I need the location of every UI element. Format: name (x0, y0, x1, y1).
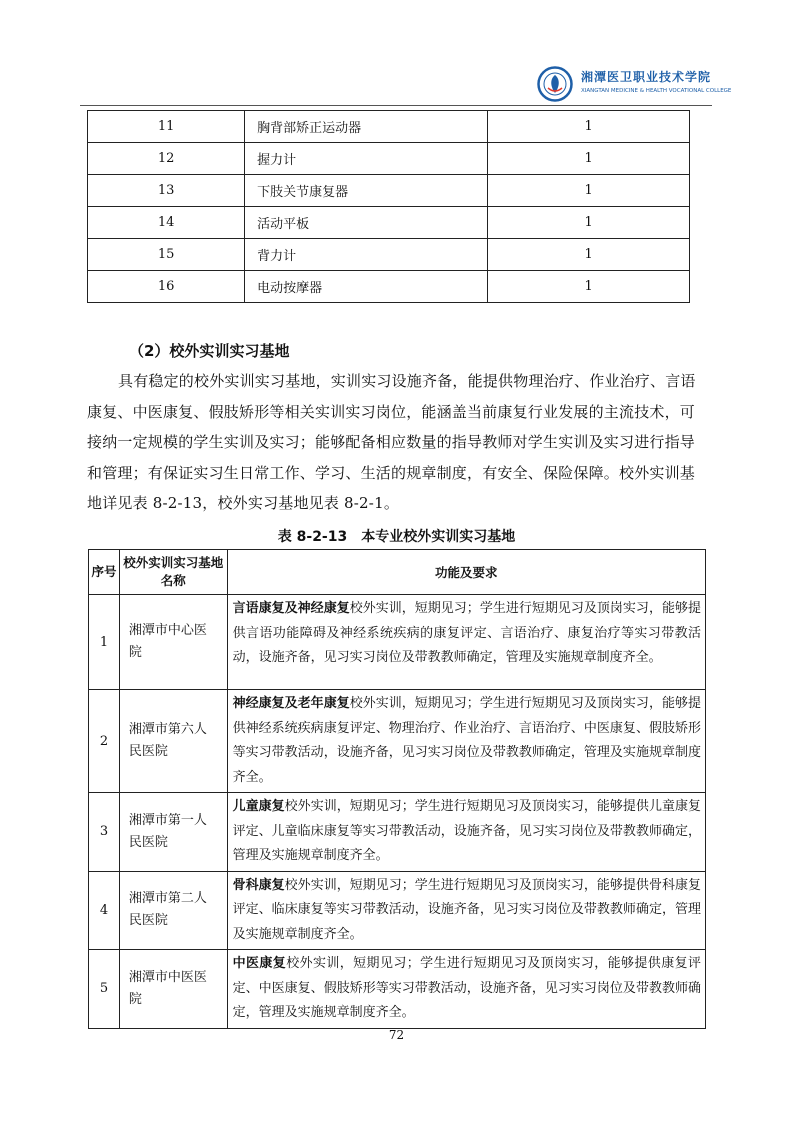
function-description: 校外实训，短期见习；学生进行短期见习及顶岗实习，能够提供儿童康复评定、儿童临床康复等实习带教活动，设施齐备，见习实习岗位及带教教师确定，管理及实施规章制度齐全。 (232, 799, 701, 863)
equipment-name: 握力计 (245, 143, 488, 175)
equipment-table-body (88, 111, 690, 303)
table-row (88, 271, 690, 303)
equipment-name: 胸背部矫正运动器 (245, 111, 488, 143)
page-number: 72 (388, 1028, 405, 1042)
table-row (89, 690, 706, 793)
row-number: 13 (88, 175, 245, 207)
table-row (88, 239, 690, 271)
table-row (88, 143, 690, 175)
table-row (88, 111, 690, 143)
function-keyword: 儿童康复 (232, 799, 285, 814)
header-divider (80, 105, 712, 106)
table-row (89, 595, 706, 690)
equipment-name: 下肢关节康复器 (245, 175, 488, 207)
table-row (88, 175, 690, 207)
equipment-name: 活动平板 (245, 207, 488, 239)
function-keyword: 言语康复及神经康复 (232, 601, 350, 616)
practice-base-table-body (89, 595, 706, 1029)
base-name: 湘潭市第二人民医院 (119, 871, 227, 950)
function-description: 校外实训，短期见习；学生进行短期见习及顶岗实习，能够提供言语功能障碍及神经系统疾病的康复评定、言语治疗、康复治疗等实习带教活动，设施齐备，见习实习岗位及带教教师确定，管理及实施规章制度齐全。 (232, 601, 701, 665)
table-header-row (89, 550, 706, 595)
function-keyword: 中医康复 (232, 956, 287, 971)
college-logo (537, 66, 777, 106)
function-cell (227, 871, 705, 950)
page-header (0, 0, 793, 108)
serial-number: 4 (89, 871, 120, 950)
base-name: 湘潭市第一人民医院 (119, 793, 227, 872)
equipment-name: 背力计 (245, 239, 488, 271)
function-cell (227, 793, 705, 872)
practice-base-table (88, 549, 706, 1029)
base-name: 湘潭市中心医院 (119, 595, 227, 690)
row-number: 15 (88, 239, 245, 271)
table-caption: 表 8-2-13 本专业校外实训实习基地 (277, 529, 516, 545)
table-row (88, 207, 690, 239)
base-name: 湘潭市第六人民医院 (119, 690, 227, 793)
function-description: 校外实训，短期见习；学生进行短期见习及顶岗实习，能够提供康复评定、中医康复、假肢矫形等实习带教活动，设施齐备，见习实习岗位及带教教师确定，管理及实施规章制度齐全。 (232, 956, 701, 1020)
header-base-name: 校外实训实习基地名称 (119, 550, 227, 595)
serial-number: 2 (89, 690, 120, 793)
row-number: 11 (88, 111, 245, 143)
table-row (89, 950, 706, 1029)
section-title: （2）校外实训实习基地 (129, 342, 290, 360)
function-cell (227, 950, 705, 1029)
serial-number: 1 (89, 595, 120, 690)
row-number: 14 (88, 207, 245, 239)
section-paragraph: 具有稳定的校外实训实习基地，实训实习设施齐备，能提供物理治疗、作业治疗、言语康复、中医康复、假肢矫形等相关实训实习岗位，能涵盖当前康复行业发展的主流技术，可接纳一定规模的学生实训及实习；能够配备相应数量的指导教师对学生实训及实习进行指导和管理；有保证实习生日常工作、学习、生活的规章制度，有安全、保险保障。校外实训基地详见表 8-2-13，校外实习基地见表 8-2-1。 (87, 372, 696, 512)
equipment-quantity: 1 (488, 207, 690, 239)
function-keyword: 骨科康复 (232, 877, 285, 893)
college-emblem-icon (537, 66, 573, 102)
serial-number: 5 (89, 950, 120, 1029)
college-name-en: XIANGTAN MEDICINE & HEALTH VOCATIONAL COLLEGE (581, 88, 732, 94)
header-function: 功能及要求 (227, 550, 705, 595)
equipment-quantity: 1 (488, 143, 690, 175)
function-cell (227, 595, 705, 690)
row-number: 12 (88, 143, 245, 175)
serial-number: 3 (89, 793, 120, 872)
function-cell (227, 690, 705, 793)
equipment-quantity: 1 (488, 175, 690, 207)
function-keyword: 神经康复及老年康复 (232, 696, 350, 711)
equipment-quantity: 1 (488, 111, 690, 143)
function-description: 校外实训，短期见习；学生进行短期见习及顶岗实习，能够提供神经系统疾病康复评定、物理治疗、作业治疗、言语治疗、中医康复、假肢矫形等实习带教活动，设施齐备，见习实习岗位及带教教师确定，管理及实施规章制度齐全。 (232, 696, 701, 785)
equipment-table (87, 110, 690, 303)
header-serial: 序号 (89, 550, 120, 595)
base-name: 湘潭市中医医院 (119, 950, 227, 1029)
equipment-name: 电动按摩器 (245, 271, 488, 303)
equipment-quantity: 1 (488, 271, 690, 303)
function-description: 校外实训，短期见习；学生进行短期见习及顶岗实习，能够提供骨科康复评定、临床康复等实习带教活动，设施齐备，见习实习岗位及带教教师确定，管理及实施规章制度齐全。 (232, 877, 701, 942)
row-number: 16 (88, 271, 245, 303)
equipment-quantity: 1 (488, 239, 690, 271)
table-row (89, 793, 706, 872)
table-row (89, 871, 706, 950)
college-name-cn: 湘潭医卫职业技术学院 (581, 70, 712, 84)
